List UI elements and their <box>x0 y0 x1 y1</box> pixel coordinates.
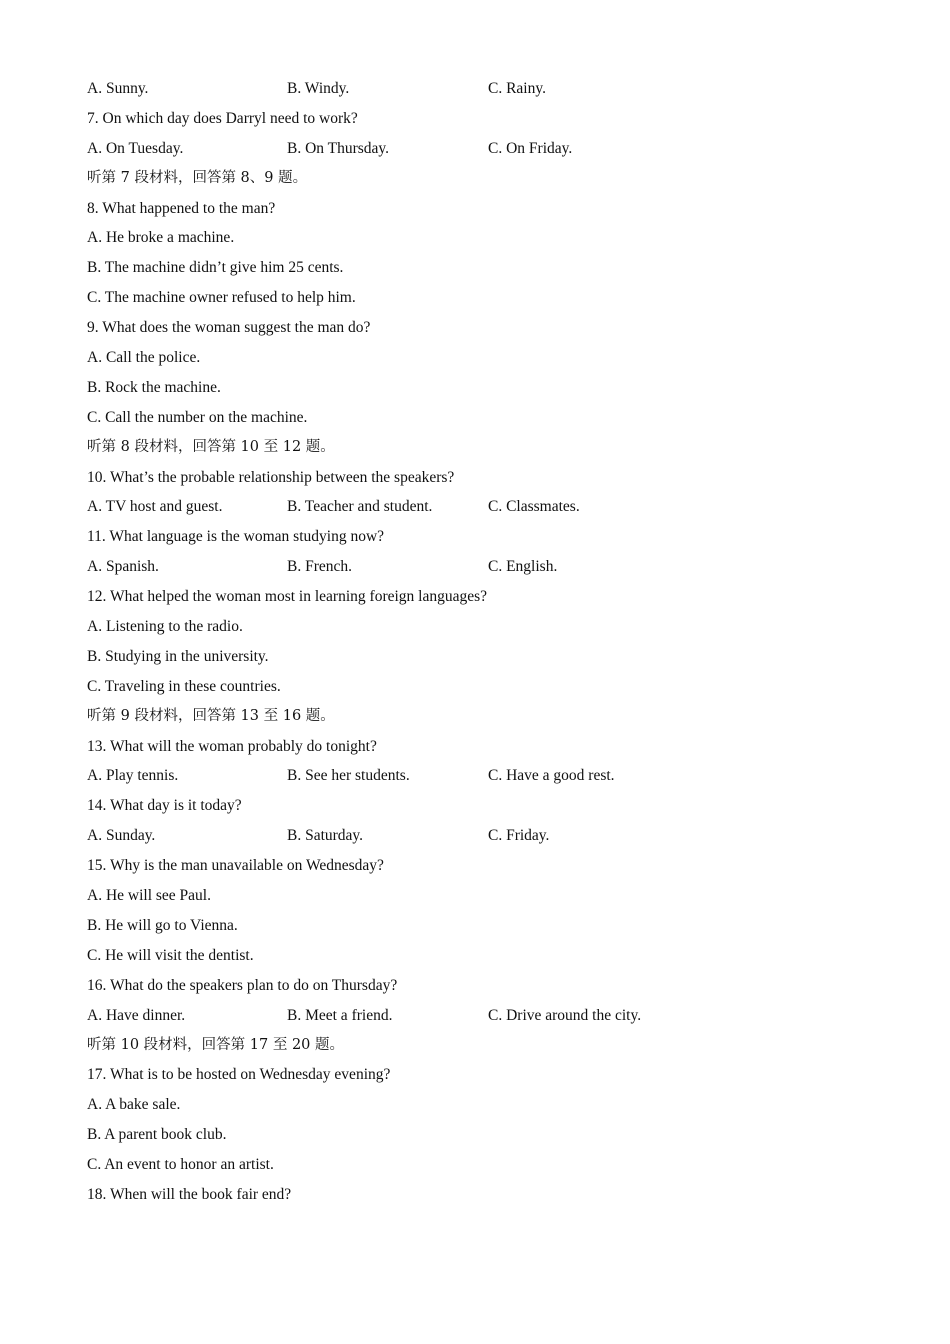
answer-option: A. He broke a machine. <box>87 229 235 247</box>
answer-option: C. Traveling in these countries. <box>87 677 281 695</box>
answer-options-row <box>87 1001 887 1031</box>
section-instruction: 听第 7 段材料，回答第 8、9 题。 <box>87 169 308 186</box>
question-text: 14. What day is it today? <box>87 797 242 815</box>
answer-option-a: A. Sunday. <box>87 827 156 845</box>
question-list <box>87 74 887 1210</box>
answer-option-b: B. Windy. <box>287 80 350 97</box>
answer-options-row <box>87 761 887 791</box>
answer-option: B. Studying in the university. <box>87 647 269 665</box>
question-text: 16. What do the speakers plan to do on Thursday? <box>87 976 398 994</box>
question-text: 17. What is to be hosted on Wednesday evening? <box>87 1066 391 1084</box>
answer-option-a: A. Play tennis. <box>87 767 179 785</box>
question-text: 10. What’s the probable relationship between the speakers? <box>87 468 455 486</box>
question-text: 13. What will the woman probably do tonight? <box>87 737 377 755</box>
answer-option: A. Call the police. <box>87 349 201 367</box>
answer-option: C. An event to honor an artist. <box>87 1156 274 1174</box>
answer-option-b: B. Meet a friend. <box>287 1006 393 1024</box>
answer-option-c: C. On Friday. <box>488 139 573 157</box>
answer-options-row <box>87 134 887 164</box>
answer-option: B. Rock the machine. <box>87 378 221 396</box>
answer-option-a: A. Have dinner. <box>87 1006 186 1024</box>
question-text: 18. When will the book fair end? <box>87 1185 292 1203</box>
answer-option-c: C. Have a good rest. <box>488 767 615 785</box>
answer-option: A. He will see Paul. <box>87 887 211 905</box>
answer-option-c: C. Classmates. <box>488 498 580 516</box>
section-instruction: 听第 10 段材料，回答第 17 至 20 题。 <box>87 1036 345 1053</box>
answer-option: B. A parent book club. <box>87 1126 227 1144</box>
answer-options-row <box>87 74 887 104</box>
question-text: 15. Why is the man unavailable on Wednesday? <box>87 857 384 875</box>
answer-option-a: A. Spanish. <box>87 558 159 576</box>
answer-option: C. Call the number on the machine. <box>87 408 308 426</box>
answer-option-b: B. Teacher and student. <box>287 498 433 516</box>
answer-option: A. Listening to the radio. <box>87 618 243 636</box>
answer-option-a: A. Sunny. <box>87 80 149 97</box>
answer-option-c: C. Rainy. <box>488 80 546 97</box>
answer-options-row <box>87 552 887 582</box>
answer-option: C. He will visit the dentist. <box>87 946 254 964</box>
answer-option-a: A. On Tuesday. <box>87 139 184 157</box>
answer-option-b: B. French. <box>287 558 353 576</box>
question-text: 11. What language is the woman studying now? <box>87 528 385 546</box>
question-text: 12. What helped the woman most in learning foreign languages? <box>87 588 488 606</box>
answer-option-b: B. See her students. <box>287 767 410 785</box>
answer-option: C. The machine owner refused to help him. <box>87 289 356 307</box>
answer-option: B. He will go to Vienna. <box>87 916 238 934</box>
answer-option-c: C. Friday. <box>488 827 550 845</box>
question-text: 7. On which day does Darryl need to work? <box>87 109 358 127</box>
answer-option-b: B. Saturday. <box>287 827 364 845</box>
answer-option-c: C. Drive around the city. <box>488 1006 642 1024</box>
question-text: 9. What does the woman suggest the man do? <box>87 319 371 337</box>
answer-option-a: A. TV host and guest. <box>87 498 223 516</box>
answer-option-b: B. On Thursday. <box>287 139 390 157</box>
answer-option-c: C. English. <box>488 558 558 576</box>
section-instruction: 听第 9 段材料，回答第 13 至 16 题。 <box>87 707 335 724</box>
section-instruction: 听第 8 段材料，回答第 10 至 12 题。 <box>87 438 335 455</box>
question-text: 8. What happened to the man? <box>87 199 276 217</box>
answer-options-row <box>87 492 887 522</box>
answer-option: A. A bake sale. <box>87 1096 181 1114</box>
answer-option: B. The machine didn’t give him 25 cents. <box>87 259 344 277</box>
answer-options-row <box>87 821 887 851</box>
